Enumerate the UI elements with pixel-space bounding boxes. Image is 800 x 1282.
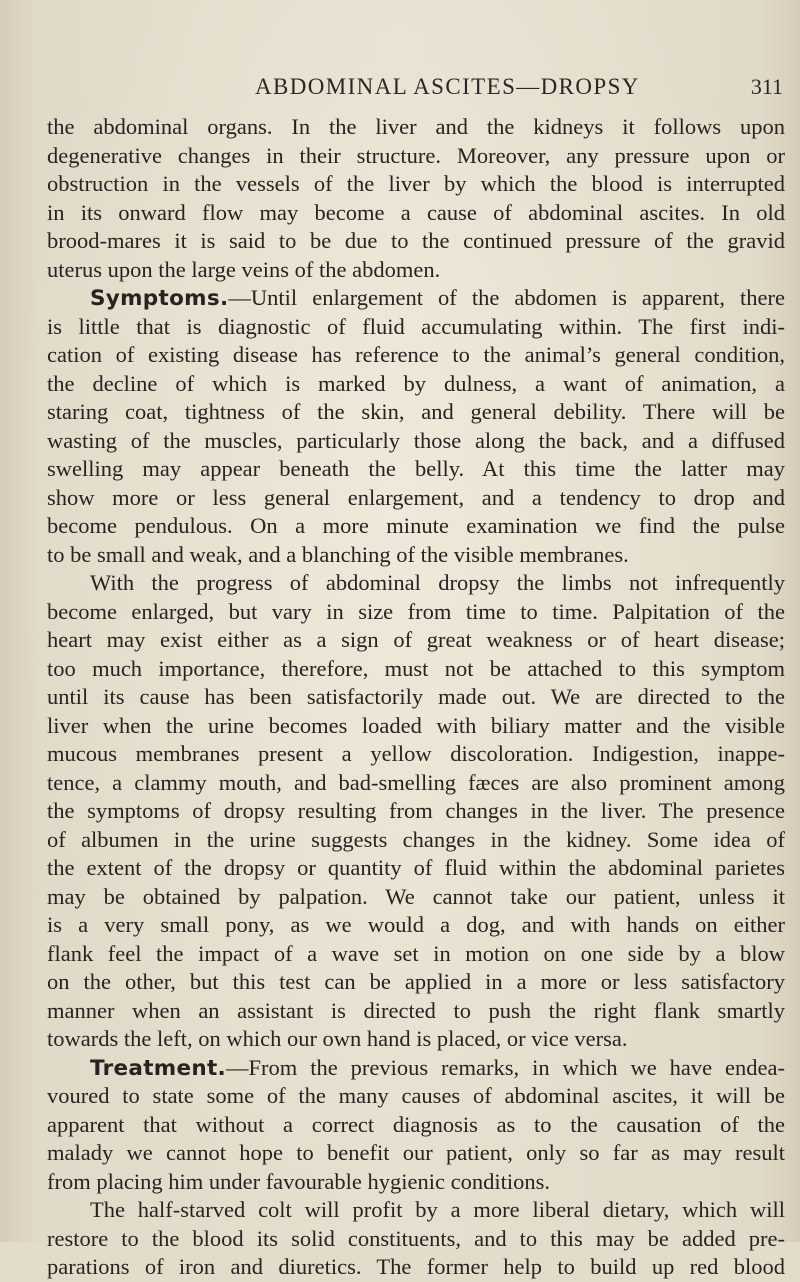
text-line: heart may exist either as a sign of great weakness or of heart disease; xyxy=(47,627,785,652)
text-line: restore to the blood its solid constituents, and to this may be added pre- xyxy=(47,1225,785,1251)
text-line: the abdominal organs. In the liver and the kidneys it follows upon xyxy=(47,114,785,139)
text-run: —Until enlargement of the abdomen is apparent, there xyxy=(228,285,785,310)
text-line: malady we cannot hope to benefit our patient, only so far as may result xyxy=(47,1140,785,1165)
text-line: may be obtained by palpation. We cannot take our patient, unless it xyxy=(47,883,785,909)
text-line-with-heading xyxy=(47,1054,785,1083)
text-line: cation of existing disease has reference to the animal’s general condition, xyxy=(47,342,785,367)
text-run: —From the previous remarks, in which we have endea- xyxy=(226,1054,785,1080)
text-line: obstruction in the vessels of the liver by which the blood is interrupted xyxy=(47,171,785,196)
text-line: the symptoms of dropsy resulting from changes in the liver. The presence xyxy=(47,798,785,823)
text-line: staring coat, tightness of the skin, and general debility. There will be xyxy=(47,399,785,424)
text-line: manner when an assistant is directed to push the right flank smartly xyxy=(47,997,785,1023)
running-head: ABDOMINAL ASCITES—DROPSY xyxy=(255,74,640,99)
text-line: With the progress of abdominal dropsy the limbs not infrequently xyxy=(90,570,785,595)
text-line: is little that is diagnostic of fluid accumulating within. The first indi- xyxy=(47,313,785,339)
text-line: show more or less general enlargement, and a tendency to drop and xyxy=(47,484,785,510)
text-line: uterus upon the large veins of the abdomen. xyxy=(47,256,441,282)
text-line: from placing him under favourable hygienic conditions. xyxy=(47,1168,550,1194)
text-line: of albumen in the urine suggests changes in the kidney. Some idea of xyxy=(47,826,785,852)
text-line: voured to state some of the many causes of abdominal ascites, it will be xyxy=(47,1083,785,1108)
text-line-with-heading xyxy=(47,284,785,313)
text-line: become enlarged, but vary in size from time to time. Palpitation of the xyxy=(47,598,785,624)
text-line: parations of iron and diuretics. The former help to build up red blood xyxy=(47,1254,785,1279)
text-line: brood-mares it is said to be due to the continued pressure of the gravid xyxy=(47,228,785,253)
text-line: is a very small pony, as we would a dog, and with hands on either xyxy=(47,912,785,937)
text-line: flank feel the impact of a wave set in motion on one side by a blow xyxy=(47,940,785,966)
section-heading-symptoms: Symptoms. xyxy=(90,286,229,311)
text-line: swelling may appear beneath the belly. At this time the latter may xyxy=(47,456,785,481)
text-line: until its cause has been satisfactorily made out. We are directed to the xyxy=(47,684,785,709)
text-line: wasting of the muscles, particularly those along the back, and a diffused xyxy=(47,427,785,453)
section-heading-treatment: Treatment. xyxy=(90,1055,227,1081)
text-line: the extent of the dropsy or quantity of fluid within the abdominal parietes xyxy=(47,855,785,880)
body-text xyxy=(47,113,785,1282)
text-line: in its onward flow may become a cause of abdominal ascites. In old xyxy=(47,199,785,225)
text-line: to be small and weak, and a blanching of the visible membranes. xyxy=(47,541,629,567)
page-number: 311 xyxy=(750,74,783,99)
text-line: tence, a clammy mouth, and bad-smelling fæces are also prominent among xyxy=(47,769,785,795)
text-line: mucous membranes present a yellow discoloration. Indigestion, inappe- xyxy=(47,741,785,766)
text-line: towards the left, on which our own hand is placed, or vice versa. xyxy=(47,1026,628,1051)
text-line: the decline of which is marked by dulness, a want of animation, a xyxy=(47,370,785,396)
text-line: degenerative changes in their structure. Moreover, any pressure upon or xyxy=(47,142,785,168)
text-line: become pendulous. On a more minute examination we find the pulse xyxy=(47,513,785,538)
text-line: too much importance, therefore, must not be attached to this symptom xyxy=(47,655,785,681)
text-line: on the other, but this test can be applied in a more or less satisfactory xyxy=(47,969,785,994)
text-line: The half-starved colt will profit by a more liberal dietary, which will xyxy=(90,1197,785,1222)
page-header xyxy=(255,74,783,104)
text-line: apparent that without a correct diagnosis as to the causation of the xyxy=(47,1111,785,1137)
text-line: liver when the urine becomes loaded with biliary matter and the visible xyxy=(47,712,785,738)
